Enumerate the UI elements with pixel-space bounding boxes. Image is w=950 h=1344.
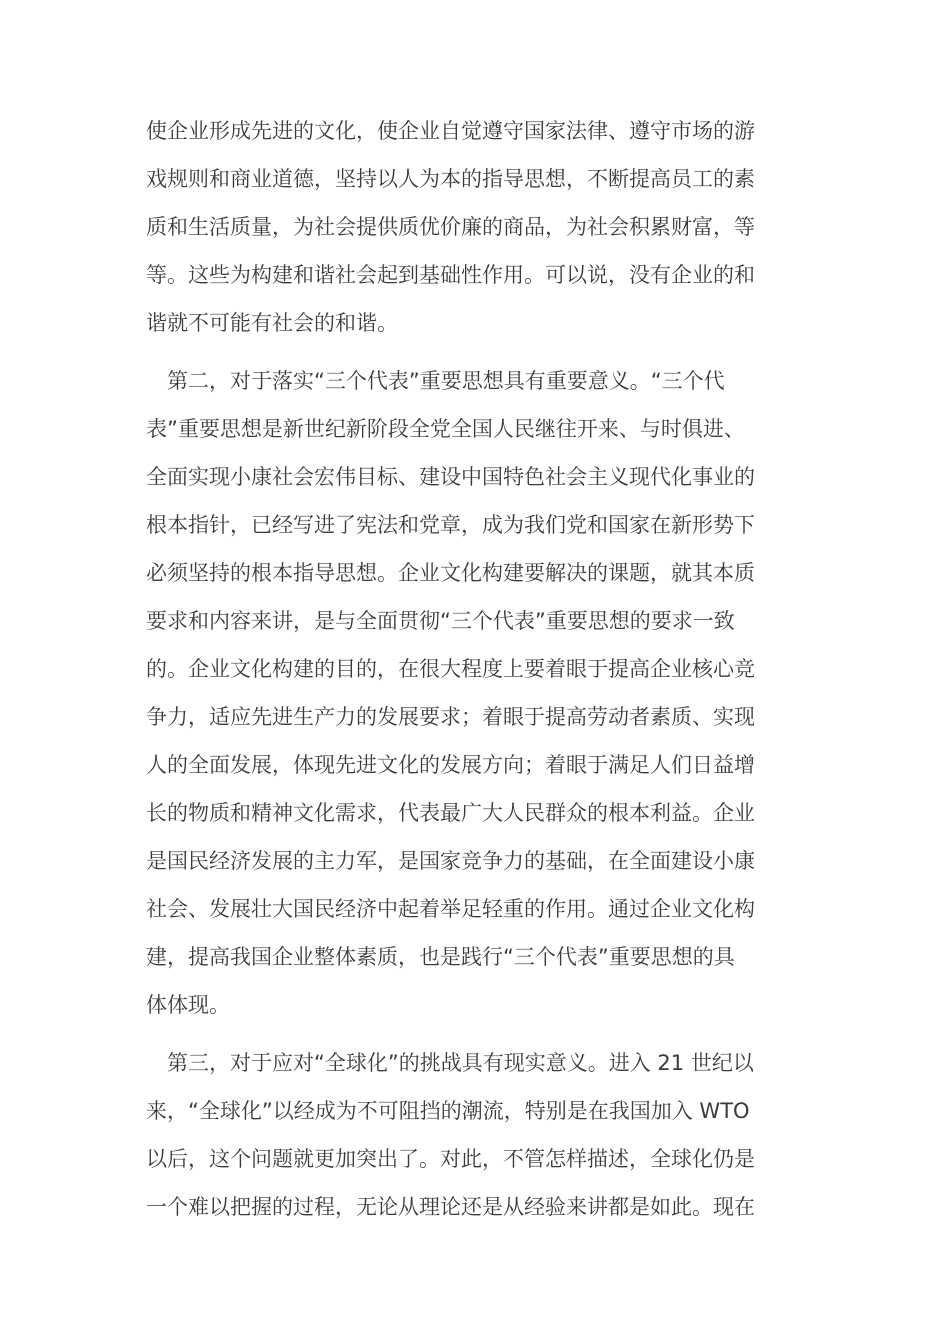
paragraph-1	[146, 107, 806, 347]
text-line: 全面实现小康社会宏伟目标、建设中国特色社会主义现代化事业的	[146, 465, 755, 489]
text-line: 人的全面发展，体现先进文化的发展方向；着眼于满足人们日益增	[146, 753, 755, 777]
text-line: 要求和内容来讲，是与全面贯彻“三个代表”重要思想的要求一致	[146, 609, 735, 633]
text-line: 争力，适应先进生产力的发展要求；着眼于提高劳动者素质、实现	[146, 705, 755, 729]
text-line: 戏规则和商业道德，坚持以人为本的指导思想，不断提高员工的素	[146, 167, 755, 191]
text-line: 第三，对于应对“全球化”的挑战具有现实意义。进入 21 世纪以	[167, 1051, 754, 1075]
document-body	[146, 107, 806, 1241]
text-line: 必须坚持的根本指导思想。企业文化构建要解决的课题，就其本质	[146, 561, 755, 585]
text-line: 质和生活质量，为社会提供质优价廉的商品，为社会积累财富，等	[146, 215, 755, 239]
text-line: 等。这些为构建和谐社会起到基础性作用。可以说，没有企业的和	[146, 263, 755, 287]
text-line: 根本指针，已经写进了宪法和党章，成为我们党和国家在新形势下	[146, 513, 755, 537]
text-line: 谐就不可能有社会的和谐。	[146, 311, 398, 335]
paragraph-3	[146, 1039, 806, 1231]
text-line: 建，提高我国企业整体素质，也是践行“三个代表”重要思想的具	[146, 945, 735, 969]
text-line: 长的物质和精神文化需求，代表最广大人民群众的根本利益。企业	[146, 801, 755, 825]
text-line: 来，“全球化”以经成为不可阻挡的潮流，特别是在我国加入 WTO	[146, 1099, 750, 1123]
text-line: 一个难以把握的过程，无论从理论还是从经验来讲都是如此。现在	[146, 1195, 755, 1219]
text-line: 社会、发展壮大国民经济中起着举足轻重的作用。通过企业文化构	[146, 897, 755, 921]
paragraph-2	[146, 357, 806, 1029]
text-line: 以后，这个问题就更加突出了。对此，不管怎样描述，全球化仍是	[146, 1147, 755, 1171]
text-line: 的。企业文化构建的目的，在很大程度上要着眼于提高企业核心竞	[146, 657, 755, 681]
text-line: 使企业形成先进的文化，使企业自觉遵守国家法律、遵守市场的游	[146, 119, 755, 143]
text-line: 第二，对于落实“三个代表”重要思想具有重要意义。“三个代	[167, 369, 725, 393]
text-line: 表”重要思想是新世纪新阶段全党全国人民继往开来、与时俱进、	[146, 417, 745, 441]
text-line: 是国民经济发展的主力军，是国家竞争力的基础，在全面建设小康	[146, 849, 755, 873]
text-line: 体体现。	[146, 993, 230, 1017]
